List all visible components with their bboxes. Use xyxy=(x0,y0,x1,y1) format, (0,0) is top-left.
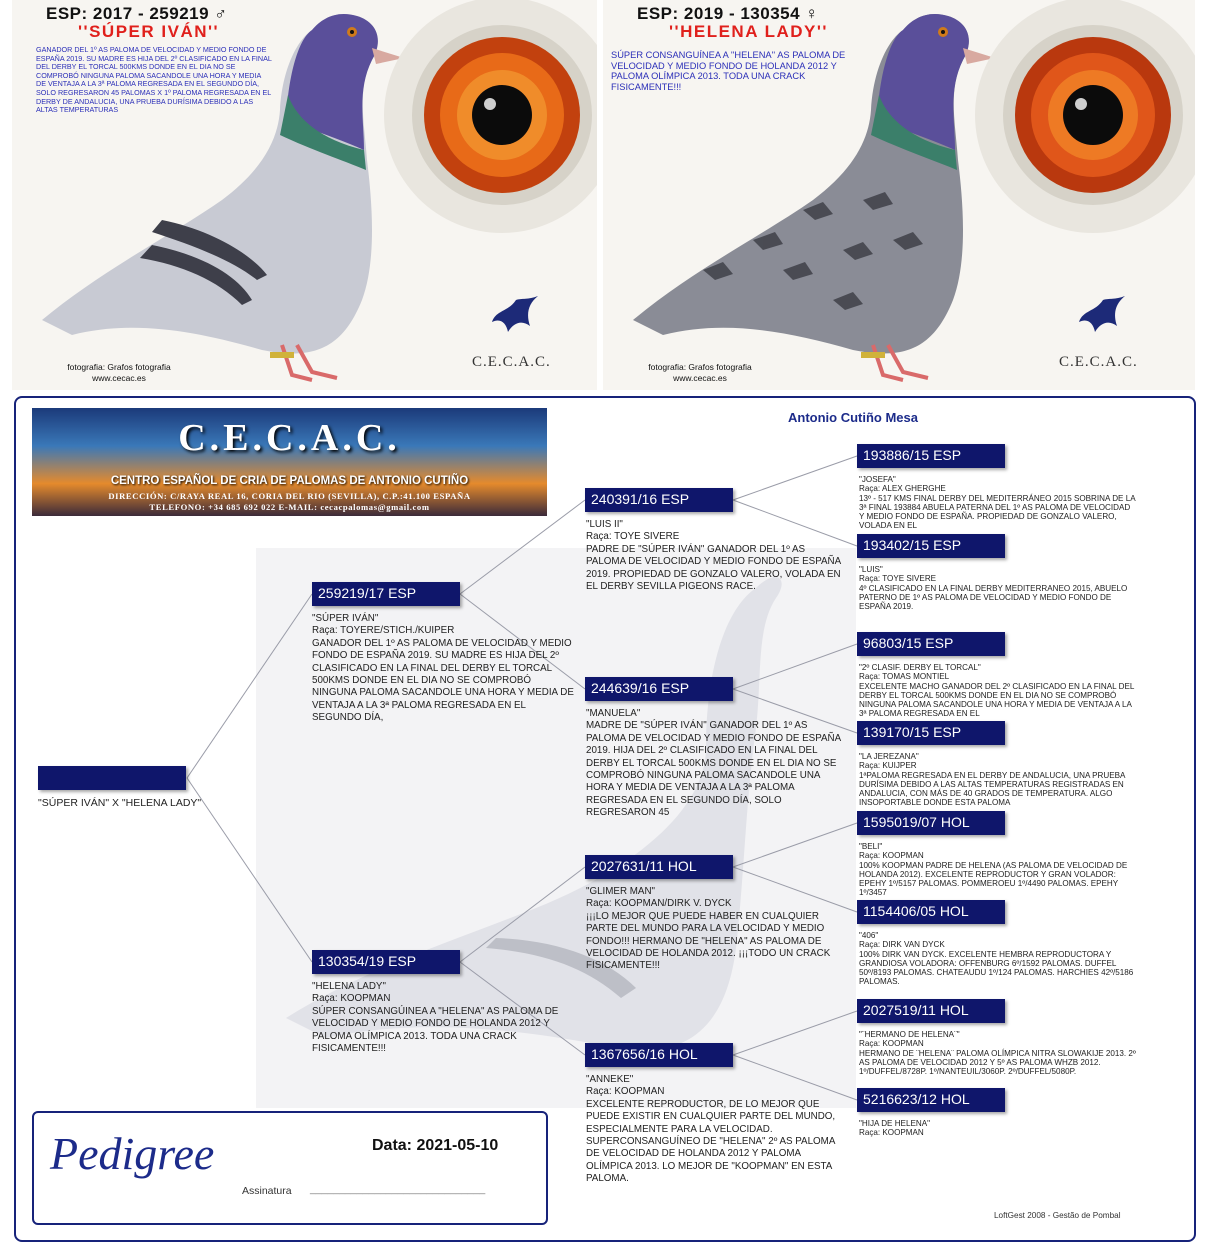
left-logo-text: C.E.C.A.C. xyxy=(472,354,551,370)
sire-info: "SÚPER IVÁN" Raça: TOYERE/STICH./KUIPER GANADOR DEL 1º AS PALOMA DE VELOCIDAD Y MEDIO FONDO DE ESPAÑA 2019. SU MADRE ES HIJA DEL 2º CLASIFICADO EN LA FINAL DEL DERBY EL TORCAL 500KMS DONDE EN EL DIA NO SE COMPROBÓ NINGUNA PALOMA SACANDOLE UNA HORA Y MEDIA DE VENTAJA A LA 3ª PALOMA REGRESADA EN EL SEGUNDO DÍA, xyxy=(312,613,574,724)
left-panel-title: ESP: 2017 - 259219 ♂ xyxy=(46,4,228,23)
gen2-info-1: "LUIS II" Raça: TOYE SIVERE PADRE DE "SÚPER IVÁN" GANADOR DEL 1º AS PALOMA DE VELOCIDAD Y MEDIO FONDO DE ESPAÑA 2019. PROPIEDAD DE GONZALO VALERO, VOLADA EN EL DERBY SEVILLA PIGEONS RACE. xyxy=(586,519,841,593)
banner-line2: DIRECCIÓN: C/RAYA REAL 16, CORIA DEL RIO (SEVILLA), C.P.:41.100 ESPAÑA xyxy=(108,491,471,501)
pedigree-title: Pedigree xyxy=(50,1128,215,1179)
left-panel-name: ''SÚPER IVÁN'' xyxy=(78,22,220,41)
software-credit: LoftGest 2008 - Gestão de Pombal xyxy=(994,1211,1121,1220)
gen3-info-7: "¨HERMANO DE HELENA¨" Raça: KOOPMAN HERMANO DE ¨HELENA¨ PALOMA OLÍMPICA NITRA SLOWAKIJE 2013. 2º AS PALOMA DE VELOCIDAD 2012 Y 5º AS PALOMA WHZB 2012. 1º/DUFFEL/8728P. 1º/NANTEUIL/3060P. 2º/DUFFEL/5080P. xyxy=(859,1030,1136,1077)
gen3-ring-box-5: 1595019/07 HOL xyxy=(857,811,1005,835)
dam-info: "HELENA LADY" Raça: KOOPMAN SÚPER CONSANGÚINEA A "HELENA" AS PALOMA DE VELOCIDAD Y MEDIO FONDO DE HOLANDA 2012 Y PALOMA OLÍMPICA 2013. TODA UNA CRACK FISICAMENTE!!! xyxy=(312,981,559,1055)
gen2-info-4: "ANNEKE" Raça: KOOPMAN EXCELENTE REPRODUCTOR, DE LO MEJOR QUE PUEDE EXISTIR EN CUALQUIER PARTE DEL MUNDO, ESPECIALMENTE PARA LA VELOCIDAD. SUPERCONSANGUÍNEO DE "HELENA" 2º AS PALOMA DE VELOCIDAD DE HOLANDA 2012 Y PALOMA OLÍMPICA 2013. LO MEJOR DE "KOOPMAN" EN ESTA PALOMA. xyxy=(586,1074,836,1185)
gen3-ring-box-3: 96803/15 ESP xyxy=(857,632,1005,656)
right-logo-text: C.E.C.A.C. xyxy=(1059,354,1138,370)
banner-line1: CENTRO ESPAÑOL DE CRIA DE PALOMAS DE ANTONIO CUTIÑO xyxy=(110,475,469,487)
gen3-info-6: "406" Raça: DIRK VAN DYCK 100% DIRK VAN DYCK. EXCELENTE HEMBRA REPRODUCTORA Y GRANDIOSA VOLADORA: OFFENBURG 6º/1592 PALOMAS. DUFFEL 50º/8193 PALOMAS. CHATEAUDU 1º/124 PALOMAS. HARCHIES 42º/5186 PALOMAS. xyxy=(859,931,1134,987)
subject-ring-box xyxy=(38,766,186,790)
right-photo-credit-line2: www.cecac.es xyxy=(673,373,727,383)
signature-label: Assinatura xyxy=(242,1185,292,1197)
gen3-ring-box-7: 2027519/11 HOL xyxy=(857,999,1005,1023)
gen2-ring-box-3: 2027631/11 HOL xyxy=(585,855,733,879)
gen2-info-2: "MANUELA" MADRE DE "SÚPER IVÁN" GANADOR DEL 1º AS PALOMA DE VELOCIDAD Y MEDIO FONDO DE ESPAÑA 2019. HIJA DEL 2º CLASIFICADO EN LA FINAL DEL DERBY EL TORCAL 500KMS DONDE EN EL DIA NO SE COMPROBÓ NINGUNA PALOMA SACANDOLE UNA HORA Y MEDIA DE VENTAJA A LA 3ª PALOMA REGRESADA EN EL SEGUNDO DÍA, SOLO REGRESARON 45 xyxy=(586,708,841,819)
gen2-info-3: "GLIMER MAN" Raça: KOOPMAN/DIRK V. DYCK ¡¡¡LO MEJOR QUE PUEDE HABER EN CUALQUIER PARTE DEL MUNDO PARA LA VELOCIDAD Y MEDIO FONDO!!! HERMANO DE "HELENA" AS PALOMA DE VELOCIDAD DE HOLANDA 2012. ¡¡¡TODO UN CRACK FISICAMENTE!!! xyxy=(586,886,831,972)
signature-box xyxy=(32,1111,548,1225)
gen2-ring-box-1: 240391/16 ESP xyxy=(585,488,733,512)
gen3-info-8: "HIJA DE HELENA" Raça: KOOPMAN xyxy=(859,1119,930,1138)
owner-name: Antonio Cutiño Mesa xyxy=(788,410,918,425)
gen3-info-4: "LA JEREZANA" Raça: KUIJPER 1ªPALOMA REGRESADA EN EL DERBY DE ANDALUCIA, UNA PRUEBA DURÍSIMA DEBIDO A LAS ALTAS TEMPERATURAS REGISTRADAS EN ANDALUCIA, CON MÁS DE 40 GRADOS DE TEMPERATURA. ALGO INSOPORTABLE DONDE ESTA PALOMA xyxy=(859,752,1125,808)
right-photo-credit-line1: fotografia: Grafos fotografia xyxy=(648,362,752,372)
signature-line: ______________________________ xyxy=(310,1183,486,1195)
dam-ring-box: 130354/19 ESP xyxy=(312,950,460,974)
right-panel-title: ESP: 2019 - 130354 ♀ xyxy=(637,4,819,23)
right-panel-name: ''HELENA LADY'' xyxy=(669,22,828,41)
gen2-ring-box-2: 244639/16 ESP xyxy=(585,677,733,701)
left-photo-credit-line2: www.cecac.es xyxy=(92,373,146,383)
gen3-ring-box-1: 193886/15 ESP xyxy=(857,444,1005,468)
gen3-info-2: "LUIS" Raça: TOYE SIVERE 4º CLASIFICADO EN LA FINAL DERBY MEDITERRANEO 2015, ABUELO PATERNO DE 1º AS PALOMA DE VELOCIDAD Y MEDIO FONDO DE ESPAÑA 2019. xyxy=(859,565,1128,612)
gen3-info-1: "JOSEFA" Raça: ALEX GHERGHE 13º - 517 KMS FINAL DERBY DEL MEDITERRÁNEO 2015 SOBRINA DE LA 3ª FINAL 193884 ABUELA PATERNA DEL 1º AS PALOMA DE VELOCIDAD Y MEDIO FONDO DE ESPAÑA. PROPIEDAD DE GONZALO VALERO, VOLADA EN EL xyxy=(859,475,1136,531)
right-panel-description: SÚPER CONSANGUÍNEA A ''HELENA'' AS PALOMA DE VELOCIDAD Y MEDIO FONDO DE HOLANDA 2012 Y PALOMA OLÍMPICA 2013. TODA UNA CRACK FISICAMENTE!!! xyxy=(611,50,846,92)
gen3-ring-box-4: 139170/15 ESP xyxy=(857,721,1005,745)
gen3-ring-box-8: 5216623/12 HOL xyxy=(857,1088,1005,1112)
subject-caption: "SÚPER IVÁN" X "HELENA LADY" xyxy=(38,797,202,809)
date-label: Data: 2021-05-10 xyxy=(372,1137,499,1154)
gen3-ring-box-2: 193402/15 ESP xyxy=(857,534,1005,558)
left-panel-description: GANADOR DEL 1º AS PALOMA DE VELOCIDAD Y MEDIO FONDO DE ESPAÑA 2019. SU MADRE ES HIJA DEL 2º CLASIFICADO EN LA FINAL DEL DERBY EL TORCAL 500KMS DONDE EN EL DIA NO SE COMPROBÓ NINGUNA PALOMA SACANDOLE UNA HORA Y MEDIA DE VENTAJA A LA 3ª PALOMA REGRESADA EN EL SEGUNDO DÍA, SOLO REGRESARON 45 PALOMAS X 1º PALOMA REGRESADA EN EL DERBY DE ANDALUCIA, UNA PRUEBA DURÍSIMA DEBIDO A LAS ALTAS TEMPERATURAS xyxy=(36,45,272,115)
left-photo-credit-line1: fotografia: Grafos fotografia xyxy=(67,362,171,372)
banner-line3: TELEFONO: +34 685 692 022 E-MAIL: cecacpalomas@gmail.com xyxy=(149,502,430,512)
sire-ring-box: 259219/17 ESP xyxy=(312,582,460,606)
gen2-ring-box-4: 1367656/16 HOL xyxy=(585,1043,733,1067)
gen3-info-5: "BELI" Raça: KOOPMAN 100% KOOPMAN PADRE DE HELENA (AS PALOMA DE VELOCIDAD DE HOLANDA 2012). EXCELENTE REPRODUCTOR Y GRAN VOLADOR: EPEHY 1º/5157 PALOMAS. POMMEROEU 1º/4490 PALOMAS. EPEHY 1º/3457 xyxy=(859,842,1128,898)
gen3-ring-box-6: 1154406/05 HOL xyxy=(857,900,1005,924)
banner-logo: C.E.C.A.C. xyxy=(178,417,401,459)
gen3-info-3: "2º CLASIF. DERBY EL TORCAL" Raça: TOMAS MONTIEL EXCELENTE MACHO GANADOR DEL 2º CLASIFICADO EN LA FINAL DEL DERBY EL TORCAL 500KMS DONDE EN EL DIA NO SE COMPROBÓ NINGUNA PALOMA SACANDOLE UNA HORA Y MEDIA DE VENTAJA A LA 3ª PALOMA REGRESADA EN EL xyxy=(859,663,1135,719)
